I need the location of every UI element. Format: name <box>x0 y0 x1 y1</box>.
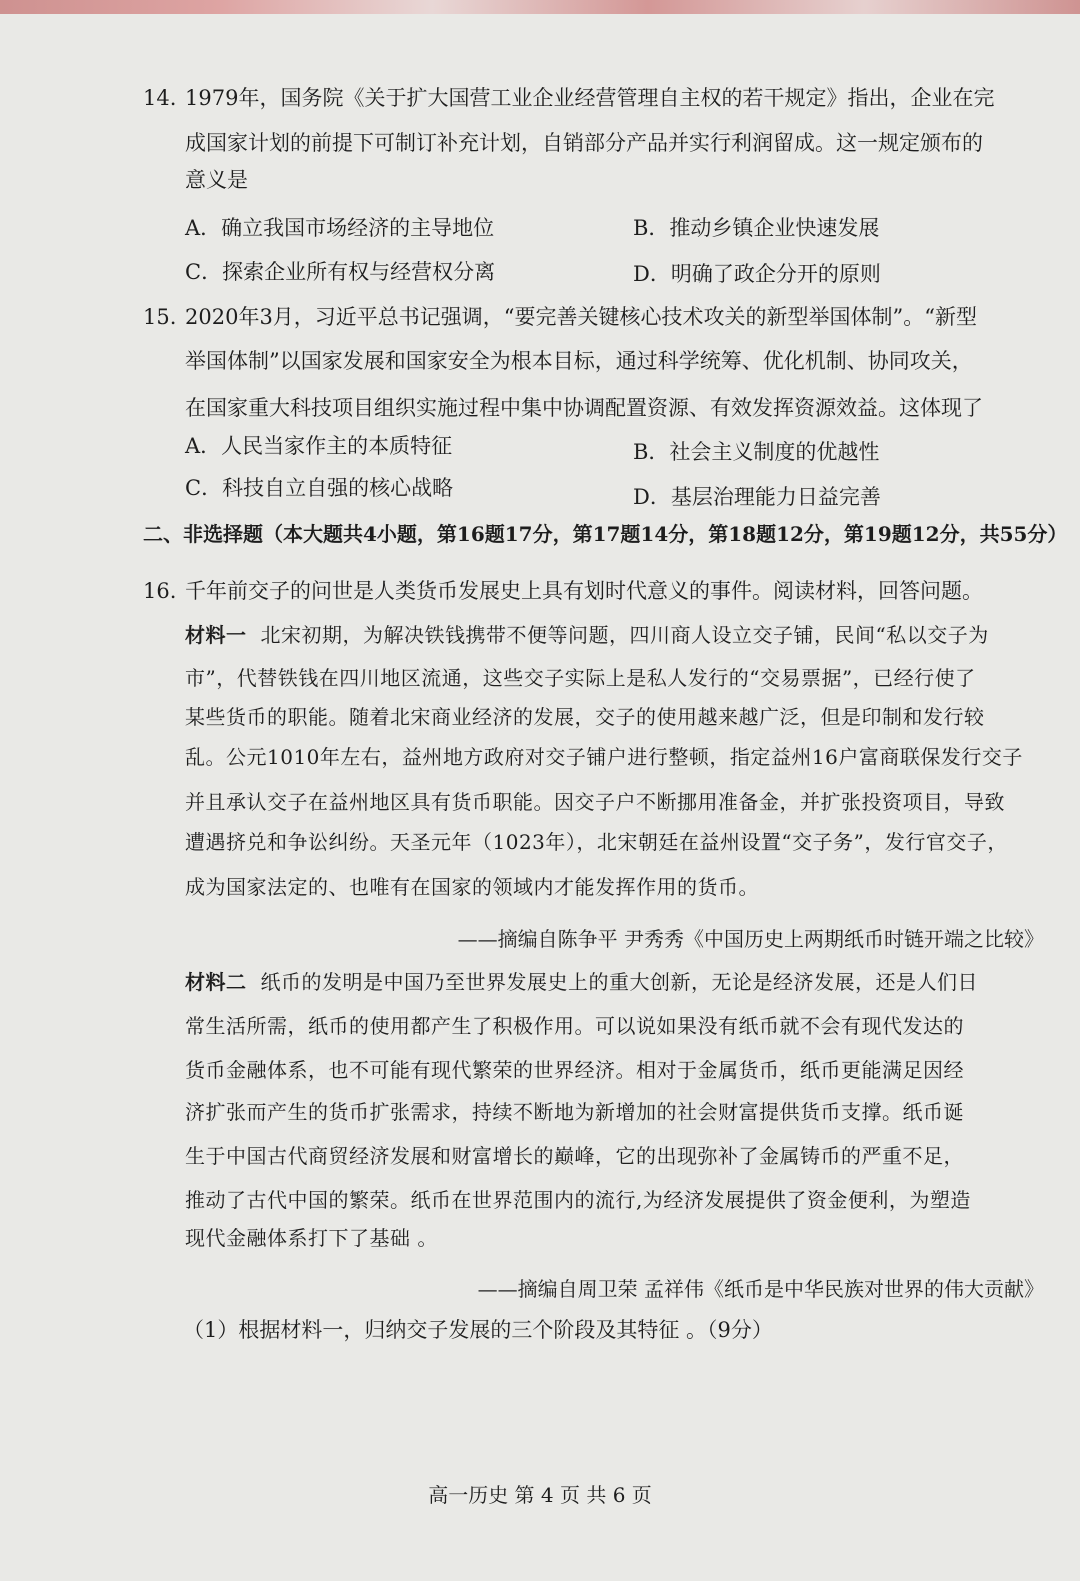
question-text-line: 举国体制”以国家发展和国家安全为根本目标，通过科学统筹、优化机制、协同攻关， <box>185 349 973 373</box>
section-note: （本大题共4小题，第16题17分，第17题14分，第18题12分，第19题12分，共55分） <box>263 522 1068 546</box>
material-1-line: 并且承认交子在益州地区具有货币职能。因交子户不断挪用准备金，并扩张投资项目，导致 <box>185 790 1005 814</box>
page-footer: 高一历史 第 4 页 共 6 页 <box>428 1483 652 1507</box>
material-1-line: 遭遇挤兑和争讼纠纷。天圣元年（1023年），北宋朝廷在益州设置“交子务”，发行官交子， <box>185 830 1008 854</box>
question-text-line: 1979年，国务院《关于扩大国营工业企业经营管理自主权的若干规定》指出，企业在完 <box>185 86 995 110</box>
material-2-line: 生于中国古代商贸经济发展和财富增长的巅峰，它的出现弥补了金属铸币的严重不足， <box>185 1144 964 1168</box>
material-2-label: 材料二 <box>185 970 247 994</box>
material-1-label: 材料一 <box>185 623 247 647</box>
question-text-line: 成国家计划的前提下可制订补充计划，自销部分产品并实行利润留成。这一规定颁布的 <box>185 131 983 155</box>
material-2-line: 常生活所需，纸币的使用都产生了积极作用。可以说如果没有纸币就不会有现代发达的 <box>185 1014 964 1038</box>
material-1-line <box>185 621 989 649</box>
material-1-source: ——摘编自陈争平 尹秀秀《中国历史上两期纸币时链开端之比较》 <box>457 927 1044 951</box>
sub-question-1: （1）根据材料一，归纳交子发展的三个阶段及其特征 。（9分） <box>183 1318 773 1342</box>
material-2-line: 推动了古代中国的繁荣。纸币在世界范围内的流行,为经济发展提供了资金便利，为塑造 <box>185 1188 971 1212</box>
question-number: 16. <box>143 579 177 603</box>
question-number: 15. <box>143 305 177 329</box>
material-2-line: 现代金融体系打下了基础 。 <box>185 1226 438 1250</box>
material-text: 北宋初期，为解决铁钱携带不便等问题，四川商人设立交子铺，民间“私以交子为 <box>260 623 989 647</box>
material-2-source: ——摘编自周卫荣 孟祥伟《纸币是中华民族对世界的伟大贡献》 <box>477 1277 1044 1301</box>
material-2-line <box>185 968 978 996</box>
option-b: B．社会主义制度的优越性 <box>633 440 880 464</box>
material-2-line: 济扩张而产生的货币扩张需求，持续不断地为新增加的社会财富提供货币支撑。纸币诞 <box>185 1100 964 1124</box>
question-text-line: 意义是 <box>185 168 248 192</box>
material-1-line: 市”，代替铁钱在四川地区流通，这些交子实际上是私人发行的“交易票据”，已经行使了 <box>185 666 976 690</box>
material-1-line: 某些货币的职能。随着北宋商业经济的发展，交子的使用越来越广泛，但是印制和发行较 <box>185 705 985 729</box>
option-c: C．探索企业所有权与经营权分离 <box>185 260 496 284</box>
option-d: D．基层治理能力日益完善 <box>633 485 881 509</box>
question-text-line: 2020年3月，习近平总书记强调，“要完善关键核心技术攻关的新型举国体制”。“新型 <box>185 305 978 329</box>
question-intro: 千年前交子的问世是人类货币发展史上具有划时代意义的事件。阅读材料，回答问题。 <box>185 579 983 603</box>
question-text-line: 在国家重大科技项目组织实施过程中集中协调配置资源、有效发挥资源效益。这体现了 <box>185 396 983 420</box>
option-d: D．明确了政企分开的原则 <box>633 262 881 286</box>
material-2-line: 货币金融体系，也不可能有现代繁荣的世界经济。相对于金属货币，纸币更能满足因经 <box>185 1058 964 1082</box>
option-a: A．人民当家作主的本质特征 <box>185 434 453 458</box>
material-1-line: 成为国家法定的、也唯有在国家的领域内才能发挥作用的货币。 <box>185 875 759 899</box>
option-a: A．确立我国市场经济的主导地位 <box>185 216 495 240</box>
material-1-line: 乱。公元1010年左右，益州地方政府对交子铺户进行整顿，指定益州16户富商联保发行交子 <box>185 745 1023 769</box>
option-c: C．科技自立自强的核心战略 <box>185 476 454 500</box>
option-b: B．推动乡镇企业快速发展 <box>633 216 880 240</box>
section-title: 二、非选择题 <box>143 522 263 546</box>
material-text: 纸币的发明是中国乃至世界发展史上的重大创新，无论是经济发展，还是人们日 <box>260 970 978 994</box>
question-number: 14. <box>143 86 177 110</box>
section-heading <box>143 520 1067 548</box>
